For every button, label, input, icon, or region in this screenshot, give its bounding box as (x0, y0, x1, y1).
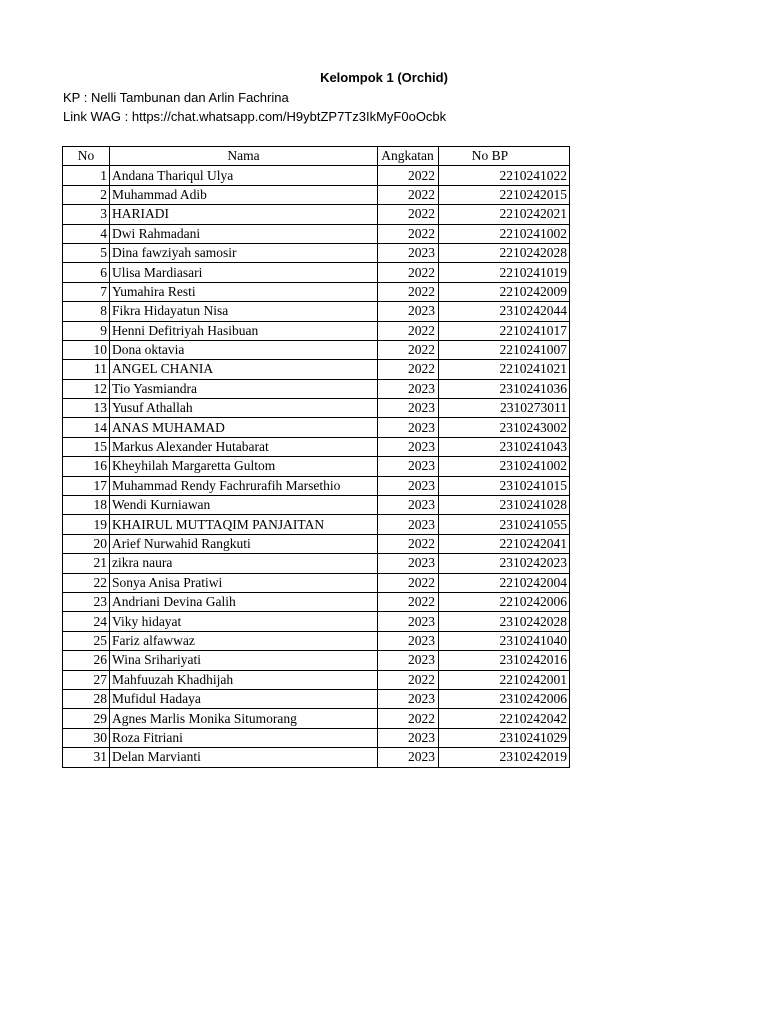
table-row (63, 515, 570, 534)
cell-angkatan: 2023 (378, 399, 439, 418)
cell-no-bp: 2310241015 (439, 476, 570, 495)
cell-no-bp: 2210241002 (439, 224, 570, 243)
cell-nama: Ulisa Mardiasari (110, 263, 378, 282)
cell-angkatan: 2023 (378, 476, 439, 495)
cell-nama: Muhammad Adib (110, 185, 378, 204)
cell-no-bp: 2310241002 (439, 457, 570, 476)
cell-no: 24 (63, 612, 110, 631)
cell-no: 11 (63, 360, 110, 379)
header-angkatan: Angkatan (378, 147, 439, 166)
cell-nama: Dona oktavia (110, 340, 378, 359)
cell-angkatan: 2023 (378, 302, 439, 321)
table-row (63, 302, 570, 321)
cell-no: 17 (63, 476, 110, 495)
table-row (63, 243, 570, 262)
table-row (63, 360, 570, 379)
cell-no: 4 (63, 224, 110, 243)
cell-no-bp: 2310241036 (439, 379, 570, 398)
table-row (63, 592, 570, 611)
table-body (63, 166, 570, 767)
cell-angkatan: 2022 (378, 534, 439, 553)
cell-angkatan: 2023 (378, 728, 439, 747)
table-header (63, 147, 570, 166)
cell-no-bp: 2310242023 (439, 554, 570, 573)
cell-no: 8 (63, 302, 110, 321)
table-row (63, 476, 570, 495)
cell-no: 28 (63, 689, 110, 708)
cell-nama: Tio Yasmiandra (110, 379, 378, 398)
cell-no-bp: 2310242006 (439, 689, 570, 708)
cell-no-bp: 2310241029 (439, 728, 570, 747)
cell-no-bp: 2210241017 (439, 321, 570, 340)
table-row (63, 631, 570, 650)
cell-no: 3 (63, 205, 110, 224)
cell-angkatan: 2023 (378, 748, 439, 767)
table-row (63, 670, 570, 689)
cell-no-bp: 2210242028 (439, 243, 570, 262)
table-row (63, 263, 570, 282)
cell-no: 12 (63, 379, 110, 398)
table-row (63, 437, 570, 456)
cell-nama: Roza Fitriani (110, 728, 378, 747)
cell-angkatan: 2023 (378, 243, 439, 262)
cell-no: 23 (63, 592, 110, 611)
cell-nama: Delan Marvianti (110, 748, 378, 767)
cell-no-bp: 2310241055 (439, 515, 570, 534)
cell-angkatan: 2023 (378, 496, 439, 515)
member-table (62, 146, 570, 768)
table-row (63, 185, 570, 204)
cell-nama: Andriani Devina Galih (110, 592, 378, 611)
cell-angkatan: 2022 (378, 263, 439, 282)
cell-no: 5 (63, 243, 110, 262)
cell-no-bp: 2210241022 (439, 166, 570, 185)
cell-no: 16 (63, 457, 110, 476)
cell-no: 7 (63, 282, 110, 301)
kp-line: KP : Nelli Tambunan dan Arlin Fachrina (63, 90, 289, 105)
cell-no-bp: 2210242001 (439, 670, 570, 689)
table-row (63, 496, 570, 515)
table-row (63, 689, 570, 708)
cell-angkatan: 2023 (378, 651, 439, 670)
cell-angkatan: 2022 (378, 340, 439, 359)
cell-no-bp: 2310241028 (439, 496, 570, 515)
cell-no: 6 (63, 263, 110, 282)
table-row (63, 534, 570, 553)
cell-nama: Sonya Anisa Pratiwi (110, 573, 378, 592)
table-row (63, 321, 570, 340)
cell-no-bp: 2210242015 (439, 185, 570, 204)
cell-nama: Fariz alfawwaz (110, 631, 378, 650)
cell-nama: Henni Defitriyah Hasibuan (110, 321, 378, 340)
cell-angkatan: 2023 (378, 379, 439, 398)
cell-angkatan: 2022 (378, 592, 439, 611)
cell-nama: Arief Nurwahid Rangkuti (110, 534, 378, 553)
table-row (63, 728, 570, 747)
header-no: No (63, 147, 110, 166)
cell-no: 21 (63, 554, 110, 573)
cell-nama: Andana Thariqul Ulya (110, 166, 378, 185)
cell-nama: Viky hidayat (110, 612, 378, 631)
cell-nama: Markus Alexander Hutabarat (110, 437, 378, 456)
cell-no: 30 (63, 728, 110, 747)
cell-angkatan: 2023 (378, 437, 439, 456)
cell-no-bp: 2310241043 (439, 437, 570, 456)
cell-angkatan: 2022 (378, 205, 439, 224)
header-no-bp: No BP (439, 147, 570, 166)
cell-no: 9 (63, 321, 110, 340)
table-row (63, 166, 570, 185)
cell-no-bp: 2210242042 (439, 709, 570, 728)
table-row (63, 418, 570, 437)
cell-no: 1 (63, 166, 110, 185)
cell-nama: ANGEL CHANIA (110, 360, 378, 379)
cell-angkatan: 2022 (378, 166, 439, 185)
cell-no: 22 (63, 573, 110, 592)
cell-nama: Kheyhilah Margaretta Gultom (110, 457, 378, 476)
header-row (63, 147, 570, 166)
cell-no: 20 (63, 534, 110, 553)
cell-no: 19 (63, 515, 110, 534)
cell-nama: HARIADI (110, 205, 378, 224)
table-row (63, 379, 570, 398)
cell-no: 10 (63, 340, 110, 359)
page-title: Kelompok 1 (Orchid) (320, 70, 448, 85)
table-row (63, 612, 570, 631)
cell-angkatan: 2022 (378, 709, 439, 728)
cell-nama: KHAIRUL MUTTAQIM PANJAITAN (110, 515, 378, 534)
cell-no-bp: 2210242021 (439, 205, 570, 224)
cell-no: 18 (63, 496, 110, 515)
table-row (63, 573, 570, 592)
cell-angkatan: 2023 (378, 631, 439, 650)
cell-nama: Fikra Hidayatun Nisa (110, 302, 378, 321)
cell-nama: Muhammad Rendy Fachrurafih Marsethio (110, 476, 378, 495)
cell-no-bp: 2310241040 (439, 631, 570, 650)
cell-no-bp: 2310242044 (439, 302, 570, 321)
table-row (63, 282, 570, 301)
cell-no-bp: 2210241019 (439, 263, 570, 282)
cell-no: 27 (63, 670, 110, 689)
cell-angkatan: 2023 (378, 554, 439, 573)
cell-no-bp: 2210242009 (439, 282, 570, 301)
cell-no: 25 (63, 631, 110, 650)
cell-no-bp: 2310243002 (439, 418, 570, 437)
cell-nama: Wendi Kurniawan (110, 496, 378, 515)
cell-no: 29 (63, 709, 110, 728)
cell-angkatan: 2023 (378, 515, 439, 534)
cell-no-bp: 2210241007 (439, 340, 570, 359)
cell-no-bp: 2210242004 (439, 573, 570, 592)
cell-angkatan: 2022 (378, 185, 439, 204)
cell-nama: Mahfuuzah Khadhijah (110, 670, 378, 689)
table-row (63, 709, 570, 728)
cell-no: 26 (63, 651, 110, 670)
table-row (63, 205, 570, 224)
cell-nama: Dina fawziyah samosir (110, 243, 378, 262)
cell-no: 15 (63, 437, 110, 456)
cell-angkatan: 2023 (378, 418, 439, 437)
cell-no-bp: 2210242006 (439, 592, 570, 611)
table-row (63, 554, 570, 573)
table-row (63, 399, 570, 418)
cell-angkatan: 2022 (378, 224, 439, 243)
cell-no: 2 (63, 185, 110, 204)
cell-nama: zikra naura (110, 554, 378, 573)
cell-angkatan: 2022 (378, 573, 439, 592)
table-row (63, 340, 570, 359)
cell-nama: Mufidul Hadaya (110, 689, 378, 708)
cell-no: 14 (63, 418, 110, 437)
cell-no-bp: 2310273011 (439, 399, 570, 418)
cell-angkatan: 2022 (378, 670, 439, 689)
cell-angkatan: 2022 (378, 282, 439, 301)
cell-no-bp: 2310242016 (439, 651, 570, 670)
table-row (63, 651, 570, 670)
cell-no-bp: 2210242041 (439, 534, 570, 553)
cell-angkatan: 2023 (378, 612, 439, 631)
cell-no-bp: 2310242028 (439, 612, 570, 631)
header-nama: Nama (110, 147, 378, 166)
cell-nama: Dwi Rahmadani (110, 224, 378, 243)
table-row (63, 457, 570, 476)
cell-nama: Yumahira Resti (110, 282, 378, 301)
cell-no-bp: 2310242019 (439, 748, 570, 767)
table-row (63, 748, 570, 767)
cell-no: 31 (63, 748, 110, 767)
table-row (63, 224, 570, 243)
cell-angkatan: 2023 (378, 689, 439, 708)
cell-angkatan: 2022 (378, 321, 439, 340)
cell-angkatan: 2022 (378, 360, 439, 379)
cell-no-bp: 2210241021 (439, 360, 570, 379)
cell-nama: Yusuf Athallah (110, 399, 378, 418)
cell-no: 13 (63, 399, 110, 418)
cell-nama: Wina Srihariyati (110, 651, 378, 670)
cell-nama: Agnes Marlis Monika Situmorang (110, 709, 378, 728)
wag-link-line: Link WAG : https://chat.whatsapp.com/H9ybtZP7Tz3IkMyF0oOcbk (63, 109, 447, 124)
cell-angkatan: 2023 (378, 457, 439, 476)
cell-nama: ANAS MUHAMAD (110, 418, 378, 437)
